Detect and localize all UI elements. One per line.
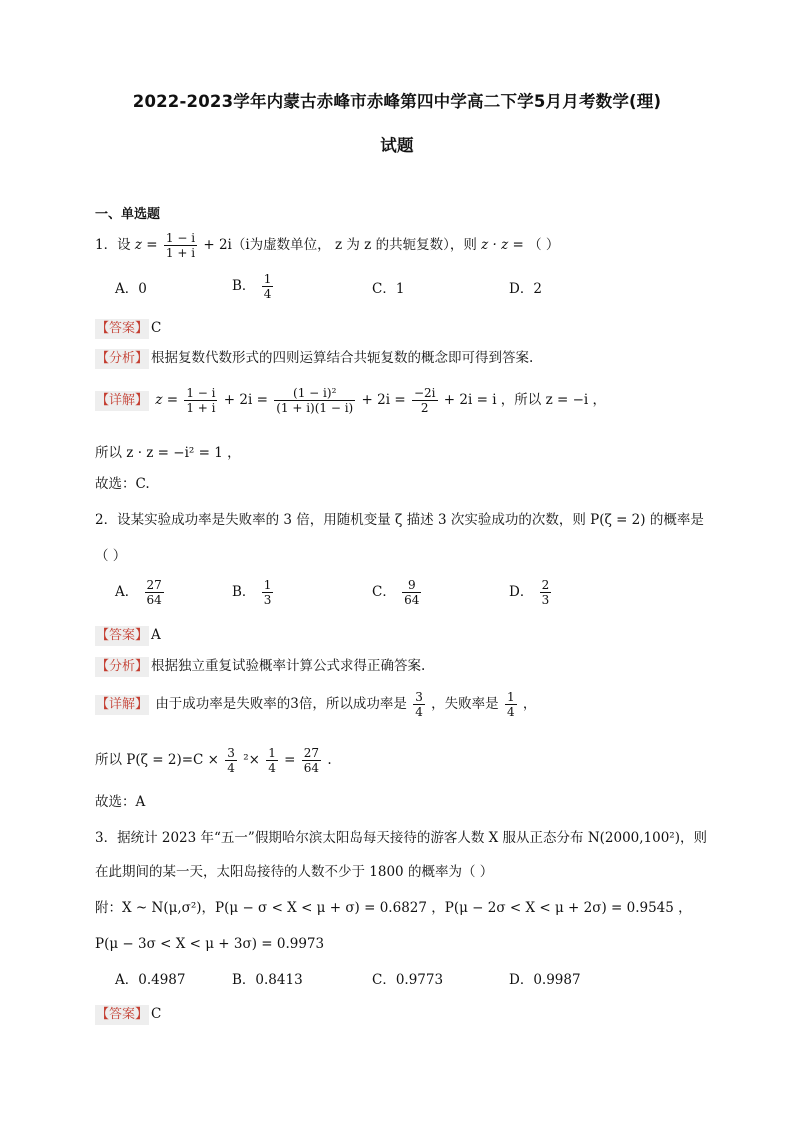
q1-detail-frac3-num: −2i [413, 386, 436, 400]
q2-option-c [372, 578, 423, 607]
question-3-stem-line2: 在此期间的某一天，太阳岛接待的人数不少于 1800 的概率为（ ） [95, 864, 494, 880]
answer-label: 【答案】 [95, 1005, 149, 1025]
q2-line2-frac2-den: 4 [268, 761, 276, 775]
q3-answer-value: C [151, 1006, 162, 1022]
q2-detail-frac2-num: 1 [506, 690, 515, 704]
q3-option-d: D．0.9987 [509, 972, 581, 988]
q1-plus: + 2i（i为虚数单位， [203, 237, 331, 253]
analysis-label: 【分析】 [95, 657, 149, 677]
q2-detail [95, 690, 536, 719]
q2-detail-mid: ，失败率是 [431, 696, 499, 712]
q1-option-c: C．1 [372, 281, 405, 297]
q1-option-d: D．2 [509, 281, 542, 297]
q1-answer [95, 318, 161, 339]
q3-option-b: B．0.8413 [232, 972, 303, 988]
q2-line2-end: . [327, 752, 332, 768]
q2-detail-frac1-num: 3 [415, 690, 423, 704]
question-2-stem-line2: （ ） [95, 548, 127, 564]
q2-option-c-den: 64 [404, 593, 420, 607]
q2-detail-frac2 [505, 690, 517, 719]
q2-option-d-num: 2 [541, 578, 550, 592]
q1-detail-frac3 [412, 386, 438, 415]
q2-line2-frac1 [225, 746, 237, 775]
q2-line2-frac1-num: 3 [227, 746, 235, 760]
q1-option-b-num: 1 [263, 272, 272, 286]
q2-option-b [232, 578, 275, 607]
q2-line2-frac2-num: 1 [268, 746, 276, 760]
question-3-note-line2: P(μ − 3σ < X < μ + 3σ) = 0.9973 [95, 936, 325, 952]
q2-detail-end: ， [522, 696, 537, 712]
question-2-stem: 2．设某实验成功率是失败率的 3 倍，用随机变量 ζ 描述 3 次实验成功的次数，则 P(ζ = 2) 的概率是 [95, 512, 704, 528]
q3-option-a: A．0.4987 [115, 972, 186, 988]
detail-label: 【详解】 [95, 695, 149, 715]
q2-answer-value: A [151, 627, 161, 643]
q1-option-b [232, 272, 275, 301]
q1-option-b-fraction [262, 272, 274, 301]
q3-answer [95, 1004, 161, 1025]
q1-analysis-text: 根据复数代数形式的四则运算结合共轭复数的概念即可得到答案. [151, 350, 534, 366]
q2-option-a [115, 578, 166, 607]
document-title-line2: 试题 [380, 136, 414, 155]
q1-expr: z · z = [481, 237, 524, 253]
q2-option-a-label: A． [115, 584, 139, 600]
q1-z: z = [134, 237, 158, 253]
q2-option-b-label: B． [232, 584, 256, 600]
q2-line2-frac3-num: 27 [303, 746, 320, 760]
q2-analysis [95, 656, 425, 677]
q2-line2-sq: ²× [243, 752, 260, 768]
q1-detail [95, 386, 606, 415]
q2-answer [95, 625, 161, 646]
q1-detail-frac1 [184, 386, 217, 415]
question-3-note: 附：X ~ N(μ,σ²)，P(μ − σ < X < μ + σ) = 0.6827 ，P(μ − 2σ < X < μ + 2σ) = 0.9545 ， [95, 900, 692, 916]
q2-option-c-label: C． [372, 584, 396, 600]
q2-detail-frac2-den: 4 [506, 705, 515, 719]
q2-line2-frac3 [302, 746, 321, 775]
q1-conclusion: 故选：C. [95, 476, 150, 492]
q1-detail-frac2-den: (1 + i)(1 − i) [276, 401, 354, 415]
document-title: 2022-2023学年内蒙古赤峰市赤峰第四中学高二下学5月月考数学(理) [132, 92, 662, 111]
q1-detail-plus: + 2i = [223, 392, 268, 408]
q1-end: （ ） [528, 237, 560, 253]
q3-option-c: C．0.9773 [372, 972, 444, 988]
q1-prefix: 1．设 [95, 237, 131, 253]
q1-mid: z 为 z 的共轭复数），则 [334, 237, 477, 253]
q2-line2-prefix: 所以 P(ζ = 2)=C [95, 752, 204, 768]
q1-detail-end: + 2i = i ，所以 z = −i ， [443, 392, 607, 408]
q2-option-b-fraction [262, 578, 274, 607]
question-3-stem: 3．据统计 2023 年“五一”假期哈尔滨太阳岛每天接待的游客人数 X 服从正态分布 N(2000,100²)，则 [95, 830, 707, 846]
detail-label: 【详解】 [95, 391, 149, 411]
q1-analysis [95, 348, 533, 369]
q2-line2-frac1-den: 4 [227, 761, 235, 775]
q2-line2-eq: = [284, 752, 296, 768]
q1-detail-frac2-num: (1 − i)² [274, 386, 355, 401]
answer-label: 【答案】 [95, 319, 149, 339]
q2-option-a-fraction [145, 578, 164, 607]
q1-option-b-den: 4 [263, 287, 272, 301]
q1-frac-num: 1 − i [165, 231, 196, 245]
q2-line2-mid: × [207, 752, 219, 768]
q1-detail-frac2 [274, 386, 355, 415]
q1-detail-z: z = [155, 392, 179, 408]
q2-conclusion: 故选：A [95, 794, 146, 810]
question-1-stem [95, 231, 559, 260]
q2-option-d-label: D． [509, 584, 534, 600]
q2-option-b-den: 3 [263, 593, 272, 607]
q2-detail-prefix: 由于成功率是失败率的3倍，所以成功率是 [155, 696, 407, 712]
q1-detail-plus2: + 2i = [361, 392, 406, 408]
q2-option-b-num: 1 [263, 578, 272, 592]
q1-fraction [164, 231, 197, 260]
q2-option-a-num: 27 [146, 578, 162, 592]
q1-option-a: A．0 [115, 281, 147, 297]
q2-option-d [509, 578, 553, 607]
q1-detail-frac3-den: 2 [420, 401, 429, 415]
q1-detail-frac1-num: 1 − i [186, 386, 216, 400]
q2-line2-frac2 [266, 746, 278, 775]
answer-label: 【答案】 [95, 626, 149, 646]
q2-detail-frac1-den: 4 [415, 705, 423, 719]
q2-line2-frac3-den: 64 [303, 761, 320, 775]
q2-option-c-num: 9 [402, 578, 421, 593]
q1-option-b-label: B． [232, 278, 256, 294]
q2-option-c-fraction [402, 578, 421, 607]
q2-option-d-fraction [540, 578, 552, 607]
q2-analysis-text: 根据独立重复试验概率计算公式求得正确答案. [151, 658, 426, 674]
q1-frac-den: 1 + i [165, 246, 196, 260]
analysis-label: 【分析】 [95, 349, 149, 369]
q2-detail-line2 [95, 746, 332, 775]
q2-detail-frac1 [413, 690, 425, 719]
q1-answer-value: C [151, 320, 162, 336]
q2-option-d-den: 3 [541, 593, 550, 607]
section-heading: 一、单选题 [95, 207, 161, 222]
q1-detail-frac1-den: 1 + i [186, 401, 216, 415]
q2-option-a-den: 64 [146, 593, 162, 607]
q1-detail-line2: 所以 z · z = −i² = 1 ， [95, 445, 241, 461]
